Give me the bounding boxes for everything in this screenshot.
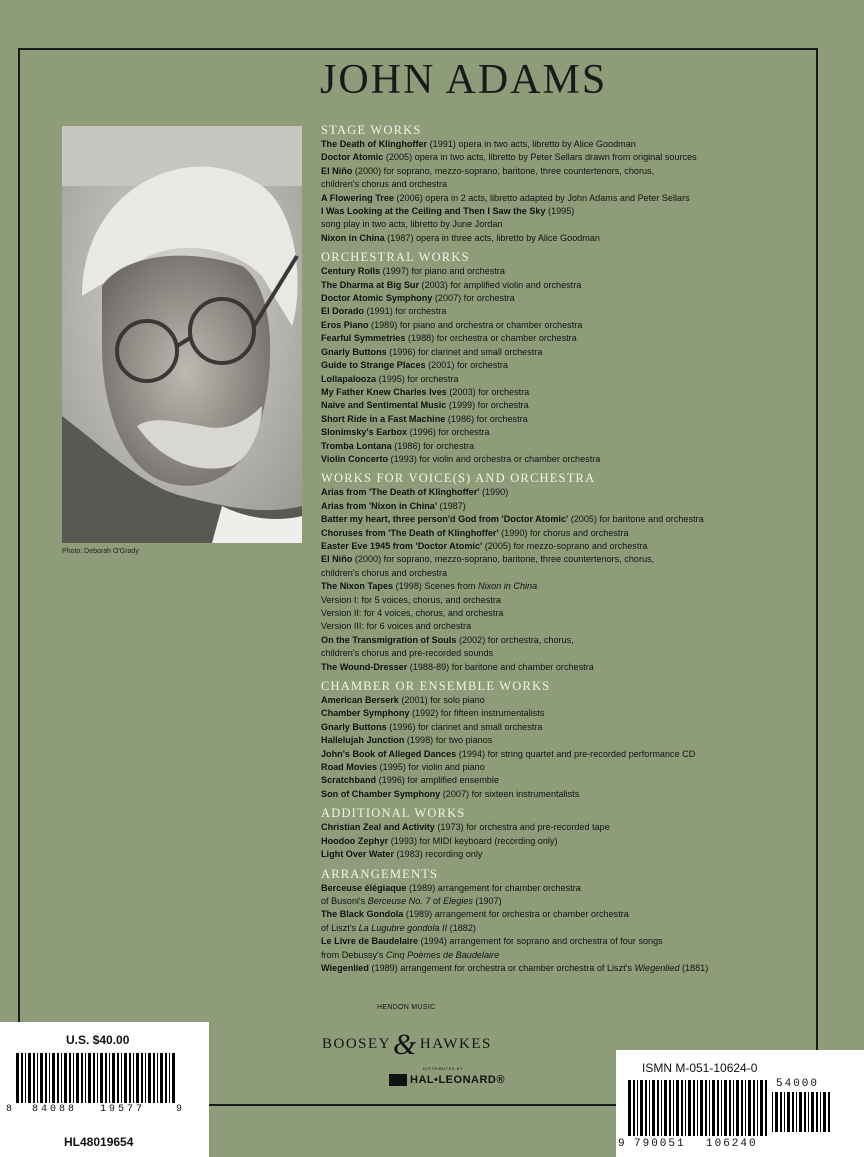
section-heading: ADDITIONAL WORKS	[321, 806, 466, 821]
barcode-bar	[664, 1080, 667, 1136]
barcode-bar	[700, 1080, 703, 1136]
work-description: of Busoni's	[321, 895, 368, 906]
work-description: (1997) for piano and orchestra	[380, 266, 505, 277]
sku-number: HL48019654	[64, 1135, 134, 1149]
barcode-bar	[121, 1053, 122, 1103]
ismn-group1: 790051	[634, 1138, 686, 1150]
work-entry	[321, 453, 801, 466]
work-description: (2001) for solo piano	[398, 695, 485, 706]
distributed-by-label: DISTRIBUTED BY	[423, 1066, 464, 1071]
work-entry	[321, 734, 801, 747]
work-description: (1993) for MIDI keyboard (recording only)	[388, 835, 558, 846]
work-title: Lollapalooza	[321, 373, 377, 384]
work-entry	[321, 694, 801, 707]
work-entry	[321, 707, 801, 720]
section-heading: ARRANGEMENTS	[321, 866, 439, 881]
barcode-bar	[721, 1080, 722, 1136]
barcode-bar	[73, 1053, 74, 1103]
barcode-bar	[45, 1053, 47, 1103]
work-description: (1987) opera in three acts, libretto by Alice Goodman	[384, 232, 600, 243]
work-title: El Niño	[321, 165, 353, 176]
work-title: Tromba Lontana	[321, 440, 392, 451]
barcode-bar	[685, 1080, 686, 1136]
work-italic: Nixon in China	[478, 581, 538, 592]
work-title: Doctor Atomic	[321, 152, 384, 163]
section-heading: STAGE WORKS	[321, 123, 422, 137]
work-description: (2005) for mezzo-soprano and orchestra	[482, 540, 648, 551]
work-entry-continuation	[321, 620, 801, 633]
barcode-bar	[745, 1080, 746, 1136]
work-title: Road Movies	[321, 762, 378, 773]
barcode-bar	[736, 1080, 739, 1136]
barcode-bar	[760, 1080, 763, 1136]
upc-lead-digit: 8	[6, 1104, 13, 1115]
barcode-bar	[97, 1053, 98, 1103]
barcode-bar	[693, 1080, 695, 1136]
work-entry-continuation	[321, 949, 801, 962]
work-description: (1881)	[679, 962, 709, 973]
work-entry	[321, 500, 801, 513]
barcode-bar	[811, 1092, 814, 1132]
barcode-bar	[145, 1053, 146, 1103]
upc-barcode	[16, 1053, 176, 1109]
work-title: The Nixon Tapes	[321, 581, 394, 592]
work-italic: Elegies	[443, 895, 473, 906]
hal-leonard-icon	[389, 1074, 407, 1086]
work-description: Version II: for 4 voices, chorus, and orchestra	[321, 608, 504, 618]
work-title: Hallelujah Junction	[321, 735, 405, 746]
barcode-bar	[16, 1053, 19, 1103]
work-entry	[321, 962, 801, 975]
work-entry-continuation	[321, 895, 801, 908]
barcode-bar	[652, 1080, 655, 1136]
work-title: My Father Knew Charles Ives	[321, 386, 447, 397]
work-description: (2006) opera in 2 acts, libretto adapted by John Adams and Peter Sellars	[393, 192, 690, 203]
work-description: (1989) arrangement for orchestra or chamber orchestra	[403, 909, 629, 920]
work-description: (1986) for orchestra	[391, 440, 475, 451]
barcode-bar	[21, 1053, 23, 1103]
barcode-bar	[792, 1092, 794, 1132]
barcode-bar	[724, 1080, 727, 1136]
work-entry	[321, 835, 801, 848]
work-description: (1989) arrangement for chamber orchestra	[406, 882, 581, 893]
work-description: children's chorus and orchestra	[321, 567, 448, 578]
ampersand: &	[393, 1028, 418, 1061]
work-entry	[321, 821, 801, 834]
work-entry	[321, 774, 801, 787]
photo-credit: Photo: Deborah O'Grady	[62, 548, 139, 555]
barcode-bar	[109, 1053, 110, 1103]
work-description: (1996) for orchestra	[407, 427, 490, 438]
page-title: JOHN ADAMS	[320, 57, 608, 103]
work-description: (1987)	[437, 500, 466, 511]
barcode-bar	[157, 1053, 158, 1103]
ismn-barcode	[628, 1080, 768, 1144]
barcode-bar	[85, 1053, 86, 1103]
work-entry	[321, 305, 801, 318]
work-entry	[321, 748, 801, 761]
work-description: (2003) for orchestra	[446, 386, 530, 397]
barcode-bar	[796, 1092, 797, 1132]
work-description: (2002) for orchestra, chorus,	[456, 634, 574, 645]
barcode-bar	[112, 1053, 115, 1103]
work-entry-continuation	[321, 567, 801, 580]
work-description: (1996) for amplified ensemble	[376, 775, 499, 786]
barcode-bar	[765, 1080, 767, 1136]
hendon-music-label: HENDON MUSIC	[377, 1004, 436, 1011]
barcode-bar	[787, 1092, 790, 1132]
ismn-group2: 106240	[706, 1138, 758, 1150]
barcode-bar	[637, 1080, 638, 1136]
upc-check-digit: 9	[176, 1104, 183, 1115]
work-description: (2007) for sixteen instrumentalists	[440, 788, 580, 799]
work-title: Choruses from 'The Death of Klinghoffer'	[321, 527, 499, 538]
barcode-bar	[148, 1053, 151, 1103]
work-title: Christian Zeal and Activity	[321, 822, 435, 833]
work-description: (1995)	[545, 206, 575, 217]
work-entry	[321, 399, 801, 412]
barcode-bar	[153, 1053, 155, 1103]
work-entry-continuation	[321, 647, 801, 660]
barcode-bar	[76, 1053, 79, 1103]
work-italic: Berceuse No. 7	[367, 895, 431, 906]
work-title: On the Transmigration of Souls	[321, 634, 457, 645]
section-heading: CHAMBER OR ENSEMBLE WORKS	[321, 679, 551, 694]
barcode-bar	[640, 1080, 643, 1136]
work-entry	[321, 721, 801, 734]
work-title: Light Over Water	[321, 849, 394, 860]
barcode-bar	[717, 1080, 719, 1136]
work-description: (1993) for violin and orchestra or chamber orchestra	[388, 453, 601, 464]
barcode-bar	[25, 1053, 26, 1103]
work-entry	[321, 292, 801, 305]
work-entry-continuation	[321, 594, 801, 607]
addon-number: 54000	[776, 1078, 820, 1090]
work-description: (2003) for amplified violin and orchestra	[419, 279, 582, 290]
work-description: (1996) for clarinet and small orchestra	[386, 721, 543, 732]
barcode-bar	[808, 1092, 809, 1132]
work-entry	[321, 138, 801, 151]
work-title: Fearful Symmetries	[321, 333, 406, 344]
work-entry	[321, 553, 801, 566]
work-description: (2005) opera in two acts, libretto by Peter Sellars drawn from original sources	[383, 152, 697, 163]
work-entry	[321, 232, 801, 245]
barcode-bar	[688, 1080, 691, 1136]
barcode-bar	[748, 1080, 751, 1136]
work-description: (1998) Scenes from	[393, 581, 479, 592]
section-heading: WORKS FOR VOICE(S) AND ORCHESTRA	[321, 471, 596, 486]
work-title: Son of Chamber Symphony	[321, 788, 441, 799]
barcode-bar	[124, 1053, 127, 1103]
work-entry	[321, 882, 801, 895]
work-entry	[321, 279, 801, 292]
work-title: Batter my heart, three person'd God from 'Doctor Atomic'	[321, 514, 569, 525]
hawkes-text: HAWKES	[419, 1036, 492, 1052]
work-entry	[321, 513, 801, 526]
barcode-bar	[88, 1053, 91, 1103]
barcode-bar	[733, 1080, 734, 1136]
barcode-bar	[141, 1053, 143, 1103]
hal-leonard-text: HAL•LEONARD®	[410, 1074, 505, 1086]
work-entry	[321, 205, 801, 218]
work-description: (1988-89) for baritone and chamber orchestra	[407, 661, 594, 672]
work-title: Gnarly Buttons	[321, 721, 387, 732]
barcode-bar	[81, 1053, 83, 1103]
barcode-bar	[100, 1053, 103, 1103]
work-entry-continuation	[321, 218, 801, 231]
barcode-bar	[61, 1053, 62, 1103]
work-title: The Black Gondola	[321, 909, 404, 920]
barcode-bar	[93, 1053, 95, 1103]
work-italic: Cinq Poèmes de Baudelaire	[385, 949, 500, 960]
work-description: (1973) for orchestra and pre-recorded tape	[434, 822, 610, 833]
work-italic: La Lugubre gondola II	[358, 922, 448, 933]
work-entry	[321, 319, 801, 332]
barcode-bar	[169, 1053, 170, 1103]
work-title: Arias from 'Nixon in China'	[321, 500, 437, 511]
work-entry	[321, 761, 801, 774]
work-entry	[321, 426, 801, 439]
barcode-bar	[133, 1053, 134, 1103]
work-description: (1990)	[479, 487, 509, 498]
work-description: children's chorus and orchestra	[321, 179, 448, 190]
barcode-bar	[709, 1080, 710, 1136]
work-description: (1995) for orchestra	[376, 373, 459, 384]
work-description: (1989) for piano and orchestra or chamber orchestra	[368, 319, 583, 330]
barcode-bar	[828, 1092, 830, 1132]
work-title: El Niño	[321, 554, 353, 565]
work-description: (1882)	[447, 922, 476, 933]
barcode-bar	[729, 1080, 731, 1136]
work-description: of Liszt's	[321, 922, 359, 933]
work-title: I Was Looking at the Ceiling and Then I Saw the Sky	[321, 206, 546, 217]
work-entry	[321, 165, 801, 178]
work-description: children's chorus and pre-recorded sounds	[321, 648, 494, 659]
barcode-bar	[165, 1053, 167, 1103]
boosey-text: BOOSEY	[322, 1036, 392, 1052]
work-description: of	[430, 895, 444, 906]
work-description: (1991) for orchestra	[363, 306, 447, 317]
work-italic: Wiegenlied	[634, 962, 680, 973]
work-title: Eros Piano	[321, 319, 369, 330]
work-description: Version III: for 6 voices and orchestra	[321, 621, 472, 632]
work-entry	[321, 359, 801, 372]
barcode-bar	[136, 1053, 139, 1103]
barcode-bar	[697, 1080, 698, 1136]
barcode-bar	[172, 1053, 175, 1103]
barcode-bar	[772, 1092, 773, 1132]
upc-group1: 84088	[32, 1104, 78, 1115]
work-entry	[321, 634, 801, 647]
barcode-bar	[799, 1092, 802, 1132]
barcode-bar	[160, 1053, 163, 1103]
work-title: The Wound-Dresser	[321, 661, 408, 672]
ismn-sticker	[616, 1050, 864, 1157]
work-description: (1996) for clarinet and small orchestra	[386, 346, 543, 357]
work-entry	[321, 935, 801, 948]
work-entry-continuation	[321, 178, 801, 191]
works-list	[321, 122, 801, 975]
barcode-bar	[669, 1080, 671, 1136]
work-title: Violin Concerto	[321, 453, 389, 464]
work-entry	[321, 661, 801, 674]
barcode-bar	[705, 1080, 707, 1136]
ismn-number: ISMN M-051-10624-0	[642, 1061, 758, 1075]
work-title: Chamber Symphony	[321, 708, 410, 719]
barcode-bar	[673, 1080, 674, 1136]
portrait-photo	[62, 126, 302, 543]
work-entry	[321, 332, 801, 345]
work-title: Short Ride in a Fast Machine	[321, 413, 446, 424]
barcode-bar	[628, 1080, 631, 1136]
work-title: Wiegenlied	[321, 962, 369, 973]
barcode-bar	[52, 1053, 55, 1103]
barcode-bar	[649, 1080, 650, 1136]
work-title: Scratchband	[321, 775, 377, 786]
work-description: (2005) for baritone and orchestra	[568, 514, 704, 525]
barcode-bar	[823, 1092, 826, 1132]
work-title: Le Livre de Baudelaire	[321, 936, 419, 947]
work-entry-continuation	[321, 607, 801, 620]
ismn-lead-digit: 9	[618, 1138, 625, 1150]
barcode-bar	[804, 1092, 806, 1132]
work-entry	[321, 192, 801, 205]
work-entry	[321, 386, 801, 399]
work-description: song play in two acts, libretto by June Jordan	[321, 219, 503, 230]
barcode-bar	[117, 1053, 119, 1103]
work-entry-continuation	[321, 922, 801, 935]
barcode-bar	[712, 1080, 715, 1136]
work-description: (1994) arrangement for soprano and orchestra of four songs	[418, 936, 663, 947]
barcode-bar	[129, 1053, 131, 1103]
work-description: (1999) for orchestra	[446, 400, 529, 411]
barcode-bar	[775, 1092, 778, 1132]
work-entry	[321, 848, 801, 861]
work-title: Berceuse élégiaque	[321, 882, 407, 893]
work-entry	[321, 527, 801, 540]
hal-leonard-logo	[389, 1074, 505, 1086]
barcode-bar	[33, 1053, 35, 1103]
barcode-bar	[105, 1053, 107, 1103]
work-title: Hoodoo Zephyr	[321, 835, 389, 846]
work-title: Doctor Atomic Symphony	[321, 293, 433, 304]
work-title: The Dharma at Big Sur	[321, 279, 420, 290]
work-description: (1991) opera in two acts, libretto by Alice Goodman	[427, 139, 636, 149]
barcode-bar	[28, 1053, 31, 1103]
work-title: The Death of Klinghoffer	[321, 139, 428, 149]
work-title: A Flowering Tree	[321, 192, 394, 203]
barcode-bar	[741, 1080, 743, 1136]
work-description: (1998) for two pianos	[404, 735, 493, 746]
work-entry	[321, 908, 801, 921]
work-description: (1995) for violin and piano	[377, 762, 485, 773]
barcode-bar	[49, 1053, 50, 1103]
work-description: (1992) for fifteen instrumentalists	[409, 708, 545, 719]
work-entry	[321, 373, 801, 386]
work-title: El Dorado	[321, 306, 364, 317]
work-description: (2007) for orchestra	[432, 293, 515, 304]
work-entry	[321, 540, 801, 553]
work-title: John's Book of Alleged Dances	[321, 748, 457, 759]
work-description: (1907)	[472, 895, 502, 906]
barcode-bar	[816, 1092, 818, 1132]
work-entry	[321, 151, 801, 164]
work-title: Easter Eve 1945 from 'Doctor Atomic'	[321, 540, 483, 551]
barcode-bar	[657, 1080, 659, 1136]
barcode-bar	[40, 1053, 43, 1103]
work-description: (1983) recording only	[393, 849, 483, 860]
work-title: American Berserk	[321, 695, 399, 706]
work-description: (1989) arrangement for orchestra or chamber orchestra of Liszt's	[368, 962, 635, 973]
section-heading: ORCHESTRAL WORKS	[321, 250, 470, 265]
barcode-bar	[784, 1092, 785, 1132]
work-title: Naive and Sentimental Music	[321, 400, 447, 411]
barcode-bar	[757, 1080, 758, 1136]
work-title: Slonimsky's Earbox	[321, 427, 408, 438]
work-title: Guide to Strange Places	[321, 360, 426, 371]
work-description: (1990) for chorus and orchestra	[498, 527, 629, 538]
work-description: (1994) for string quartet and pre-recorded performance CD	[456, 748, 696, 759]
barcode-bar	[64, 1053, 67, 1103]
work-description: (2001) for orchestra	[425, 360, 508, 371]
barcode-bar	[69, 1053, 71, 1103]
work-entry	[321, 580, 801, 593]
work-description: (2000) for soprano, mezzo-soprano, baritone, three countertenors, chorus,	[352, 165, 655, 176]
barcode-bar	[820, 1092, 821, 1132]
barcode-bar	[57, 1053, 59, 1103]
work-description: (1988) for orchestra or chamber orchestra	[405, 333, 577, 344]
work-entry	[321, 440, 801, 453]
barcode-bar	[645, 1080, 647, 1136]
work-entry	[321, 413, 801, 426]
work-entry	[321, 788, 801, 801]
barcode-bar	[37, 1053, 38, 1103]
work-title: Century Rolls	[321, 266, 381, 277]
work-description: from Debussy's	[321, 949, 386, 960]
price: U.S. $40.00	[66, 1033, 130, 1047]
addon-barcode	[772, 1092, 834, 1132]
work-entry	[321, 486, 801, 499]
work-title: Arias from 'The Death of Klinghoffer'	[321, 487, 480, 498]
price-sticker	[0, 1022, 209, 1157]
work-description: (1986) for orchestra	[445, 413, 528, 424]
barcode-bar	[681, 1080, 683, 1136]
boosey-hawkes-logo	[322, 1028, 492, 1062]
barcode-bar	[633, 1080, 635, 1136]
upc-group2: 19577	[100, 1104, 146, 1115]
work-title: Gnarly Buttons	[321, 346, 387, 357]
work-description: Version I: for 5 voices, chorus, and orchestra	[321, 594, 501, 605]
work-title: Nixon in China	[321, 232, 385, 243]
barcode-bar	[661, 1080, 662, 1136]
work-entry	[321, 346, 801, 359]
barcode-bar	[676, 1080, 679, 1136]
barcode-bar	[753, 1080, 755, 1136]
work-entry	[321, 265, 801, 278]
barcode-bar	[780, 1092, 782, 1132]
work-description: (2000) for soprano, mezzo-soprano, baritone, three countertenors, chorus,	[352, 554, 655, 565]
